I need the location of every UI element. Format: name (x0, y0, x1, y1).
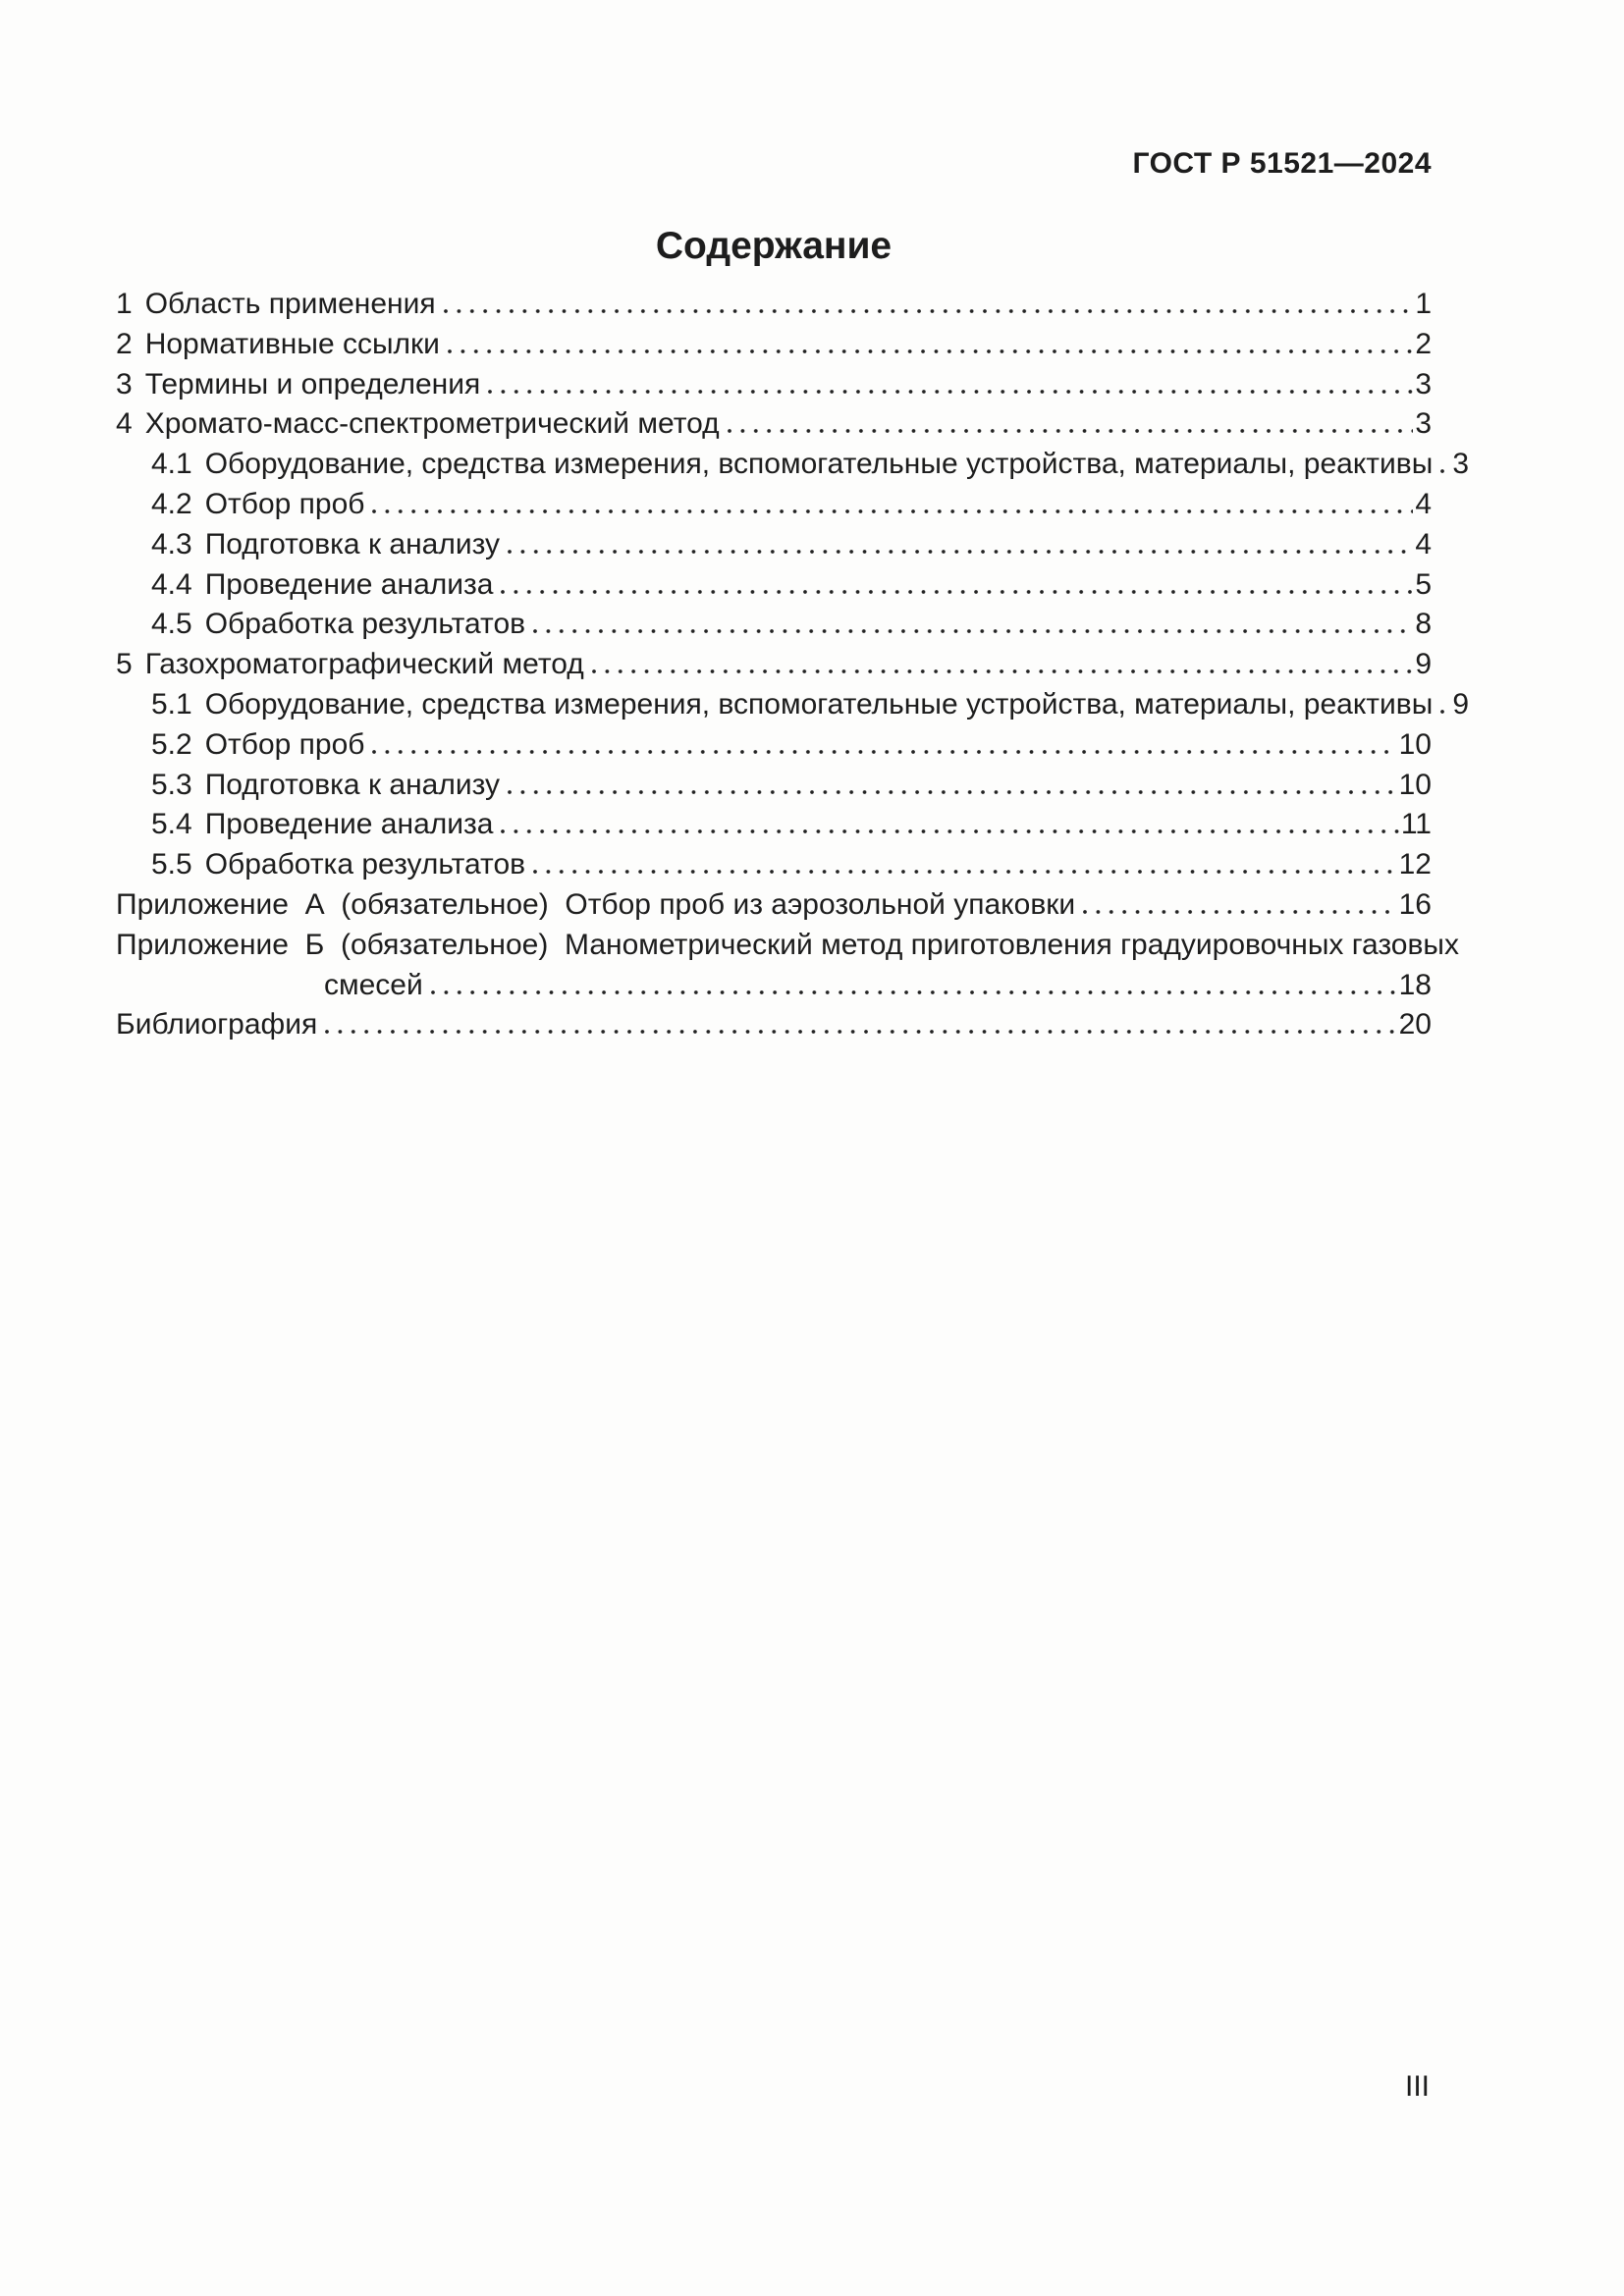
toc-entry (116, 565, 1432, 606)
toc-entry-page: 5 (1415, 567, 1432, 601)
toc-entry-number: 5 (116, 648, 133, 681)
toc-entry (116, 966, 1432, 1006)
dot-leader (444, 309, 1414, 313)
dot-leader (488, 390, 1413, 394)
toc-entry-number: 4.4 (151, 567, 192, 601)
toc-entry-number: 4.3 (151, 527, 192, 561)
toc-entry-label: Газохроматографический метод (144, 648, 584, 681)
toc-entry-page: 4 (1415, 487, 1432, 520)
toc-entry (116, 404, 1432, 445)
toc-entry-number: 5.4 (151, 808, 192, 841)
document-code-header: ГОСТ Р 51521—2024 (1132, 147, 1432, 180)
toc-entry-label: Подготовка к анализу (204, 768, 501, 801)
toc-entry-number: 1 (116, 288, 133, 320)
toc-entry-page: 1 (1415, 288, 1432, 320)
dot-leader (1440, 469, 1450, 473)
toc-entry (116, 1005, 1432, 1045)
toc-entry-page: 12 (1398, 848, 1432, 881)
toc-entry-page: 4 (1415, 527, 1432, 561)
toc-entry-label: Отбор проб (204, 727, 365, 761)
dot-leader (1440, 710, 1450, 714)
toc-entry (116, 285, 1432, 325)
toc-entry-label: Оборудование, средства измерения, вспомогательные устройства, материалы, реактивы (204, 687, 1434, 721)
toc-entry-page: 18 (1398, 968, 1432, 1001)
footer-page-number: III (1404, 2070, 1430, 2103)
dot-leader (533, 870, 1397, 874)
toc-entry-page: 9 (1415, 648, 1432, 681)
toc-entry (116, 926, 1459, 966)
toc-entry (116, 685, 1469, 725)
toc-entry-label: Термины и определения (144, 367, 481, 400)
toc-entry-label: Библиография (116, 1008, 318, 1041)
toc-entry (116, 325, 1432, 365)
toc-entry-page: 3 (1452, 448, 1469, 481)
toc-entry (116, 485, 1432, 525)
toc-entry (116, 725, 1432, 766)
toc-entry-page: 3 (1415, 367, 1432, 400)
toc-entry (116, 885, 1432, 926)
toc-entry-label: Приложение Б (обязательное) Манометрический метод приготовления градуировочных газовых (116, 928, 1459, 961)
toc-entry (116, 605, 1432, 645)
toc-entry-label: Отбор проб (204, 487, 365, 520)
toc-entry-label: Обработка результатов (204, 848, 526, 881)
dot-leader (533, 629, 1413, 633)
toc-entry-number: 4 (116, 407, 133, 441)
toc-entry-number: 5.2 (151, 727, 192, 761)
toc-entry (116, 445, 1469, 485)
toc-entry (116, 365, 1432, 405)
dot-leader (501, 590, 1413, 594)
toc-entry-number: 5.1 (151, 687, 192, 721)
toc-entry-label: Проведение анализа (204, 567, 494, 601)
toc-entry-number: 3 (116, 367, 133, 400)
toc-entry (116, 845, 1432, 885)
dot-leader (592, 669, 1414, 673)
toc-entry-page: 20 (1398, 1008, 1432, 1041)
dot-leader (372, 509, 1413, 513)
toc-entry-label: смесей (324, 968, 423, 1001)
toc-entry-label: Проведение анализа (204, 808, 494, 841)
toc-entry-label: Нормативные ссылки (144, 327, 440, 360)
dot-leader (325, 1030, 1396, 1034)
dot-leader (431, 990, 1397, 994)
dot-leader (448, 349, 1413, 353)
dot-leader (501, 829, 1398, 833)
toc-entry-page: 8 (1415, 608, 1432, 641)
toc-entry (116, 766, 1432, 806)
toc-entry-number: 4.2 (151, 487, 192, 520)
toc-entry-number: 2 (116, 327, 133, 360)
toc-entry-page: 3 (1415, 407, 1432, 441)
toc-title: Содержание (655, 225, 893, 267)
toc-entry (116, 805, 1432, 845)
toc-list (116, 285, 1469, 1045)
toc-entry-page: 2 (1415, 327, 1432, 360)
toc-entry-page: 10 (1398, 768, 1432, 801)
toc-entry-label: Оборудование, средства измерения, вспомогательные устройства, материалы, реактивы (204, 448, 1434, 481)
toc-entry (116, 525, 1432, 565)
toc-entry-number: 5.5 (151, 848, 192, 881)
dot-leader (508, 790, 1397, 794)
toc-entry-page: 9 (1452, 687, 1469, 721)
toc-entry-page: 10 (1398, 727, 1432, 761)
toc-entry-label: Подготовка к анализу (204, 527, 501, 561)
toc-entry-label: Хромато-масс-спектрометрический метод (144, 407, 720, 441)
toc-entry (116, 645, 1432, 685)
dot-leader (508, 550, 1413, 554)
toc-entry-number: 5.3 (151, 768, 192, 801)
toc-entry-page: 11 (1400, 808, 1432, 841)
toc-entry-number: 4.5 (151, 608, 192, 641)
toc-entry-label: Приложение А (обязательное) Отбор проб из аэрозольной упаковки (116, 887, 1076, 921)
dot-leader (372, 750, 1396, 754)
toc-entry-label: Область применения (144, 288, 436, 320)
toc-entry-page: 16 (1398, 887, 1432, 921)
dot-leader (1083, 910, 1396, 914)
toc-entry-number: 4.1 (151, 448, 192, 481)
toc-entry-label: Обработка результатов (204, 608, 526, 641)
dot-leader (728, 429, 1414, 433)
